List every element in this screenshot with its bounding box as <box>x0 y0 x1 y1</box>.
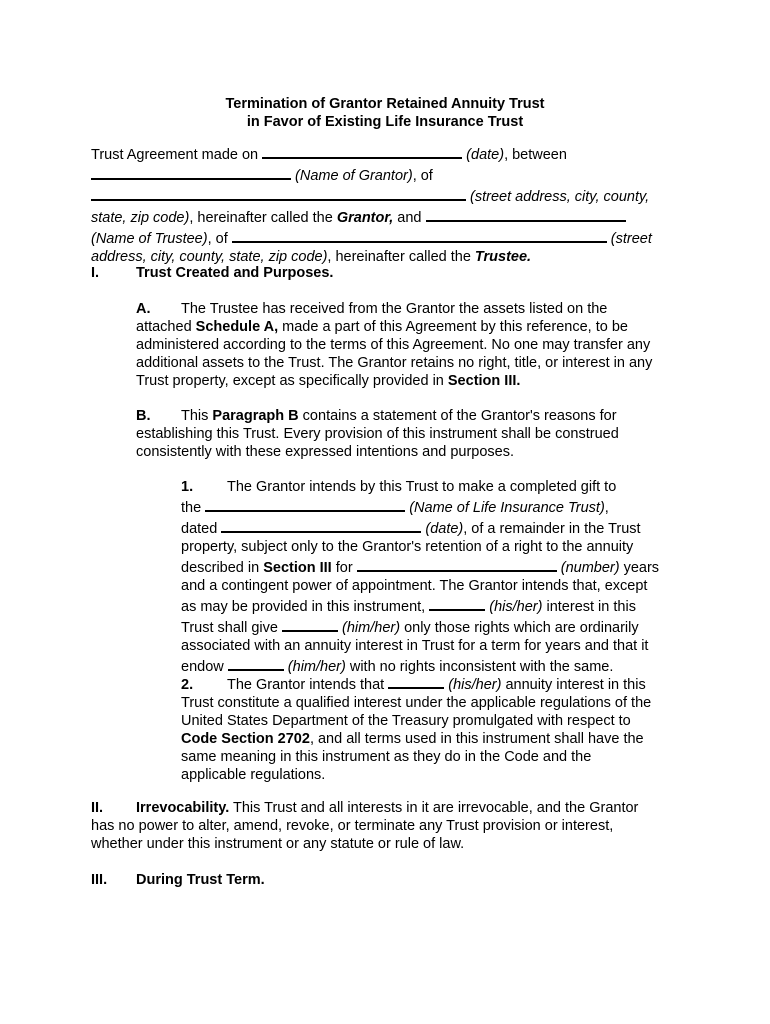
paragraph-b: B. This Paragraph B contains a statement of the Grantor's reasons for establishing this Trust. Every provision of this instrument shall be construed consistently with these expressed intentions and purposes. <box>136 408 619 460</box>
his-her-blank-1[interactable] <box>429 595 485 611</box>
intro-paragraph <box>91 143 691 266</box>
him-her-blank-1[interactable] <box>282 616 338 632</box>
section-3-heading: III. During Trust Term. <box>91 872 265 888</box>
item-2: 2. The Grantor intends that (his/her) annuity interest in this Trust constitute a qualified interest under the applicable regulations of the United States Department of the Treasury promulgated with respect to Code Section 2702, and all terms used in this instrument shall have the same meaning in this instrument as they do in the Code and the applicable regulations. <box>181 673 701 784</box>
trustee-name-blank[interactable] <box>426 206 626 222</box>
his-her-blank-2[interactable] <box>388 673 444 689</box>
intro-line-4: state, zip code), hereinafter called the Grantor, and <box>91 206 691 227</box>
title-line-1: Termination of Grantor Retained Annuity Trust <box>225 96 545 112</box>
date-blank[interactable] <box>262 143 462 159</box>
grantor-name-blank[interactable] <box>91 164 291 180</box>
intro-line-3: (street address, city, county, <box>91 185 691 206</box>
section-2: II. Irrevocability. This Trust and all interests in it are irrevocable, and the Grantor has no power to alter, amend, revoke, or terminate any Trust provision or interest, whether under this instrument or any statute or rule of law. <box>91 800 639 852</box>
life-insurance-trust-blank[interactable] <box>205 496 405 512</box>
paragraph-a: A. The Trustee has received from the Grantor the assets listed on the attached Schedule A, made a part of this Agreement by this reference, to be administered according to the terms of this Agreement. No one may transfer any additional assets to the Trust. The Grantor retains no right, title, or interest in any Trust property, except as specifically provided in Section III. <box>136 301 653 389</box>
intro-line-5: (Name of Trustee), of (street <box>91 227 691 248</box>
title-line-2: in Favor of Existing Life Insurance Trust <box>246 114 524 130</box>
dated-blank[interactable] <box>221 517 421 533</box>
intro-line-2: (Name of Grantor), of <box>91 164 691 185</box>
trustee-address-blank[interactable] <box>232 227 607 243</box>
intro-line-1: Trust Agreement made on (date), between <box>91 143 691 164</box>
item-1: 1. The Grantor intends by this Trust to make a completed gift to the (Name of Life Insurance Trust), dated (date), of a remainder in the Trust property, subject only to the Grantor's retention of a right to the annuity described in Section III for (number) years and a contingent power of appointment. The Grantor intends that, except as may be provided in this instrument, (his/her) interest in this Trust shall give (him/her) only those rights which are ordinarily associated with an annuity interest in Trust for a term for years and that it endow (him/her) with no rights inconsistent with the same. <box>181 479 660 675</box>
intro-line-6: address, city, county, state, zip code), hereinafter called the Trustee. <box>91 249 532 265</box>
grantor-address-blank[interactable] <box>91 185 466 201</box>
section-1-heading: I. Trust Created and Purposes. <box>91 265 334 281</box>
him-her-blank-2[interactable] <box>228 655 284 671</box>
document-title <box>0 95 770 131</box>
number-years-blank[interactable] <box>357 556 557 572</box>
